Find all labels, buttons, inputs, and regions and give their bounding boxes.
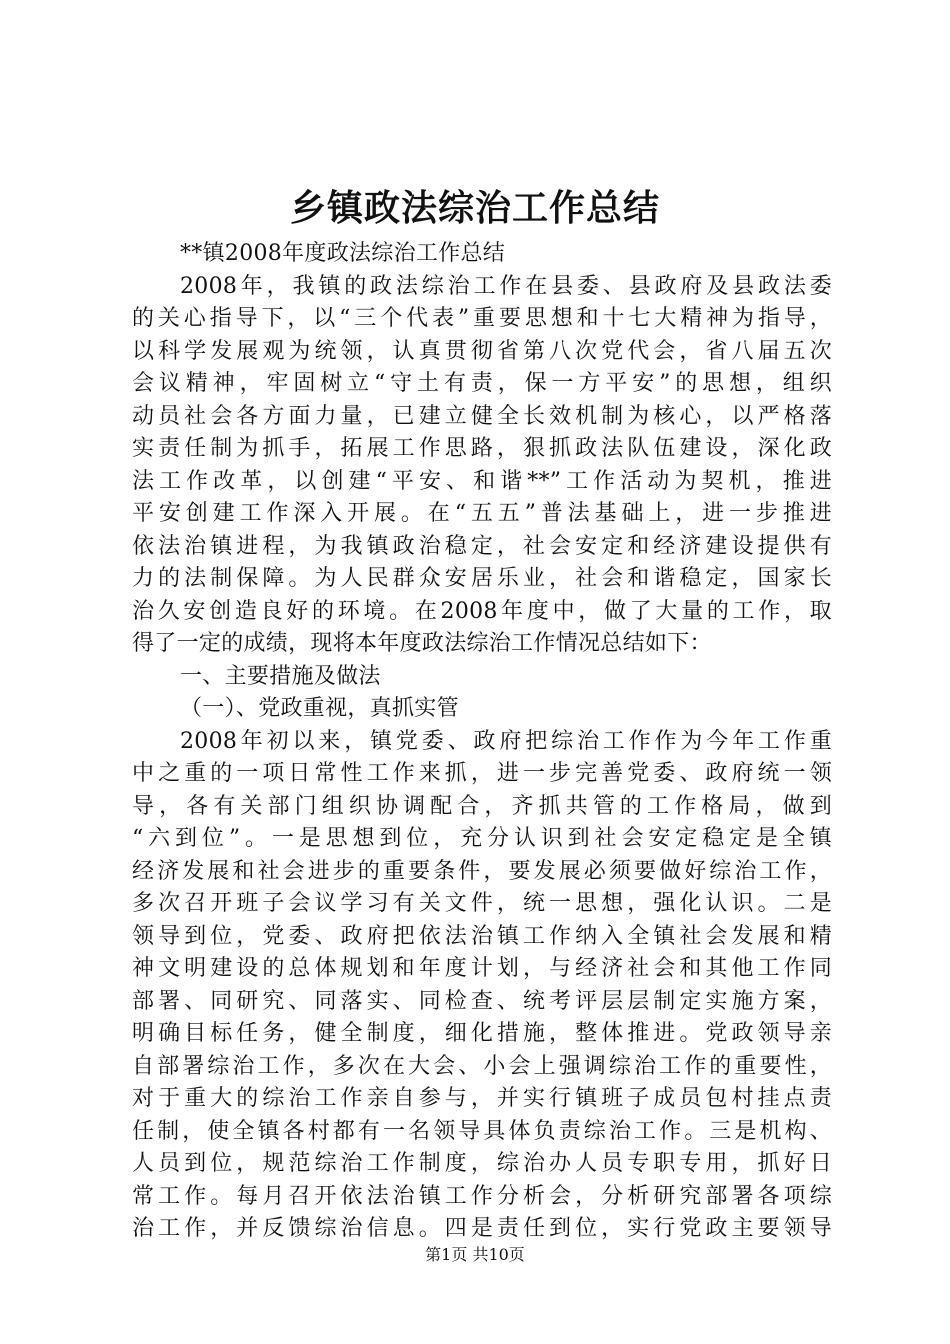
body-line: 一、主要措施及做法 — [180, 663, 381, 689]
body-line: 领导到位，党委、政府把依法治镇工作纳入全镇社会发展和精 — [132, 923, 832, 949]
body-line: 2008年初以来，镇党委、政府把综治工作作为今年工作重 — [180, 728, 832, 754]
body-line: 神文明建设的总体规划和年度计划，与经济社会和其他工作同 — [132, 956, 832, 981]
body-line: 2008年，我镇的政法综治工作在县委、县政府及县政法委 — [180, 273, 832, 299]
body-line: （一）、党政重视，真抓实管 — [180, 696, 459, 721]
document-body — [132, 238, 832, 1246]
body-line: **镇2008年度政法综治工作总结 — [180, 241, 506, 266]
body-line: 依法治镇进程，为我镇政治稳定，社会安定和经济建设提供有 — [132, 533, 832, 559]
body-line: 自部署综治工作，多次在大会、小会上强调综治工作的重要性， — [132, 1053, 832, 1079]
body-line: 经济发展和社会进步的重要条件，要发展必须要做好综治工作， — [132, 858, 832, 884]
body-line: 动员社会各方面力量，已建立健全长效机制为核心，以严格落 — [132, 403, 832, 429]
body-line: 明确目标任务，健全制度，细化措施，整体推进。党政领导亲 — [132, 1021, 832, 1046]
body-line: 对于重大的综治工作亲自参与，并实行镇班子成员包村挂点责 — [132, 1086, 832, 1111]
body-line: “六到位”。一是思想到位，充分认识到社会安定稳定是全镇 — [132, 826, 832, 851]
body-line: 力的法制保障。为人民群众安居乐业，社会和谐稳定，国家长 — [132, 566, 832, 591]
body-line: 平安创建工作深入开展。在“五五”普法基础上，进一步推进 — [132, 501, 832, 526]
body-line: 会议精神，牢固树立“守土有责，保一方平安”的思想，组织 — [132, 371, 832, 396]
body-line: 多次召开班子会议学习有关文件，统一思想，强化认识。二是 — [132, 891, 832, 916]
body-line: 任制，使全镇各村都有一名领导具体负责综治工作。三是机构、 — [132, 1118, 832, 1144]
body-line: 治工作，并反馈综治信息。四是责任到位，实行党政主要领导 — [132, 1216, 832, 1241]
page-number-footer: 第1页 共10页 — [425, 1245, 525, 1264]
body-line: 部署、同研究、同落实、同检查、统考评层层制定实施方案， — [132, 988, 832, 1014]
body-line: 以科学发展观为统领，认真贯彻省第八次党代会，省八届五次 — [132, 338, 832, 364]
body-line: 实责任制为抓手，拓展工作思路，狠抓政法队伍建设，深化政 — [132, 436, 832, 461]
body-line: 法工作改革，以创建“平安、和谐**”工作活动为契机，推进 — [132, 468, 832, 494]
body-line: 导，各有关部门组织协调配合，齐抓共管的工作格局，做到 — [132, 793, 832, 819]
body-line: 的关心指导下，以“三个代表”重要思想和十七大精神为指导， — [132, 306, 832, 331]
document-title: 乡镇政法综治工作总结 — [289, 187, 660, 229]
body-line: 治久安创造良好的环境。在2008年度中，做了大量的工作，取 — [132, 598, 832, 624]
body-line: 常工作。每月召开依法治镇工作分析会，分析研究部署各项综 — [132, 1183, 832, 1209]
body-line: 得了一定的成绩，现将本年度政法综治工作情况总结如下： — [132, 631, 712, 656]
body-line: 人员到位，规范综治工作制度，综治办人员专职专用，抓好日 — [132, 1151, 832, 1176]
body-line: 中之重的一项日常性工作来抓，进一步完善党委、政府统一领 — [132, 761, 832, 786]
